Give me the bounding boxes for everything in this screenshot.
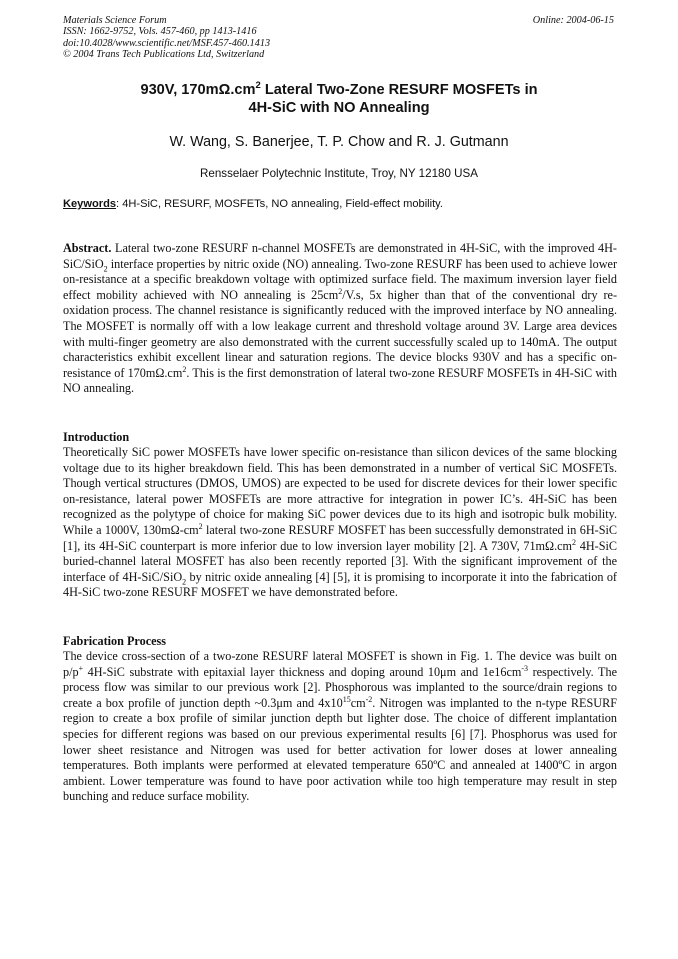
fabrication-superscript: +: [78, 663, 84, 673]
fabrication-paragraph: [63, 649, 617, 805]
authors: W. Wang, S. Banerjee, T. P. Chow and R. J. Gutmann: [169, 134, 509, 150]
introduction-text: Theoretically SiC power MOSFETs have lower specific on-resistance than silicon devices of the same blocking voltage due to its higher breakdown field. This has been demonstrated in a number of vertical SiC MOSFETs. Though vertical structures (DMOS, UMOS) are expected to be used for discrete devices for their lower specific on-resistance, lateral power MOSFETs are more attractive for integration in power IC’s. 4H-SiC has been recognized as the polytype of choice for making SiC power devices due to its high and isotropic bulk mobility. While a 1000V, 130mΩ-cm: [63, 445, 617, 537]
fabrication-superscript: -2: [365, 694, 373, 704]
doi-line: doi:10.4028/www.scientific.net/MSF.457-460.1413: [63, 37, 271, 49]
fabrication-text: cm: [350, 695, 366, 710]
introduction-text: by nitric oxide annealing [4] [5], it is promising to incorporate it into the fabrication of 4H-SiC two-zone RESURF MOSFET we have demonstrated before.: [63, 569, 617, 600]
keywords-text: : 4H-SiC, RESURF, MOSFETs, NO annealing, Field-effect mobility.: [116, 198, 443, 210]
paper-title: [63, 81, 615, 117]
abstract-label: Abstract.: [63, 241, 112, 255]
fabrication-text: respectively. The process flow was similar to our previous work [2]. Phosphorous was implanted to the source/drain regions to create a box profile of junction depth ~0.3μm and 4x10: [63, 664, 617, 710]
introduction-superscript: 2: [572, 537, 577, 547]
introduction-paragraph: [63, 445, 617, 601]
journal-name: Materials Science Forum: [63, 15, 167, 26]
introduction-text: lateral two-zone RESURF MOSFET has been successfully demonstrated in 6H-SiC [1], its 4H-SiC counterpart is more inferior due to low inversion layer mobility [2]. A 730V, 71mΩ.cm: [63, 522, 617, 553]
fabrication-text: The device cross-section of a two-zone RESURF lateral MOSFET is shown in Fig. 1. The device was built on p/p: [63, 649, 617, 679]
abstract-text: Lateral two-zone RESURF n-channel MOSFETs are demonstrated in 4H-SiC, with the improved 4H-SiC/SiO: [63, 241, 617, 271]
introduction-text: 4H-SiC buried-channel lateral MOSFET has also been recently reported [3]. With the significant improvement of the interface of 4H-SiC/SiO: [63, 538, 617, 584]
abstract-subscript: 2: [103, 264, 108, 274]
issn-line: ISSN: 1662-9752, Vols. 457-460, pp 1413-1416: [63, 26, 257, 38]
online-date: Online: 2004-06-15: [532, 15, 614, 26]
introduction-subscript: 2: [182, 577, 187, 587]
title-text-b: Lateral Two-Zone RESURF MOSFETs in: [260, 82, 538, 98]
title-line-1: [63, 81, 615, 99]
keywords-label: Keywords: [63, 198, 117, 210]
keywords: [63, 197, 623, 211]
fabrication-text: 4H-SiC substrate with epitaxial layer thickness and doping around 10μm and 1e16cm: [83, 664, 522, 679]
title-text-a: 930V, 170mΩ.cm: [140, 82, 256, 98]
abstract-text: /V.s, 5x higher than that of the conventional dry re-oxidation process. The channel resistance is significantly reduced with the improved interface by NO annealing. The MOSFET is normally off with a low leakage current and threshold voltage around 3V. Large area devices with multi-finger geometry are also demonstrated with the current successfully scaled up to 140mA. The output characteristics exhibit excellent linear and saturation regions. The device blocks 930V and has a specific on-resistance of 170mΩ.cm: [63, 287, 617, 380]
abstract-paragraph: [63, 241, 617, 397]
introduction-heading: Introduction: [63, 430, 130, 444]
copyright-line: © 2004 Trans Tech Publications Ltd, Switzerland: [63, 48, 265, 60]
abstract-superscript: 2: [182, 364, 187, 374]
fabrication-text: . Nitrogen was implanted to the n-type RESURF region to create a box profile of similar junction depth but lighter dose. The choice of different implantation species for different regions was based on our previous experimental results [6] [7]. Phosphorus was used for lower sheet resistance and Nitrogen was used for better activation for lower doses at lower annealing temperatures. Both implants were performed at elevated temperature 650ºC and annealed at 1400ºC in argon ambient. Lower temperature was found to have poor activation while too high temperature may result in step bunching and reduce surface mobility.: [63, 695, 617, 804]
publication-header: [63, 15, 483, 60]
fabrication-superscript: 15: [342, 694, 351, 704]
title-line-2: 4H-SiC with NO Annealing: [248, 100, 430, 116]
introduction-superscript: 2: [198, 521, 203, 531]
abstract-superscript: 2: [338, 286, 343, 296]
affiliation: Rensselaer Polytechnic Institute, Troy, NY 12180 USA: [200, 167, 478, 180]
title-superscript: 2: [255, 80, 261, 92]
fabrication-heading: Fabrication Process: [63, 634, 167, 648]
fabrication-superscript: -3: [521, 663, 529, 673]
abstract-text: interface properties by nitric oxide (NO) annealing. Two-zone RESURF has been used to achieve lower on-resistance at a specific breakdown voltage with optimized surface field. The maximum inversion layer field effect mobility achieved with NO annealing is 25cm: [63, 256, 617, 302]
abstract-text: . This is the first demonstration of lateral two-zone RESURF MOSFETs in 4H-SiC with NO annealing.: [63, 365, 617, 396]
